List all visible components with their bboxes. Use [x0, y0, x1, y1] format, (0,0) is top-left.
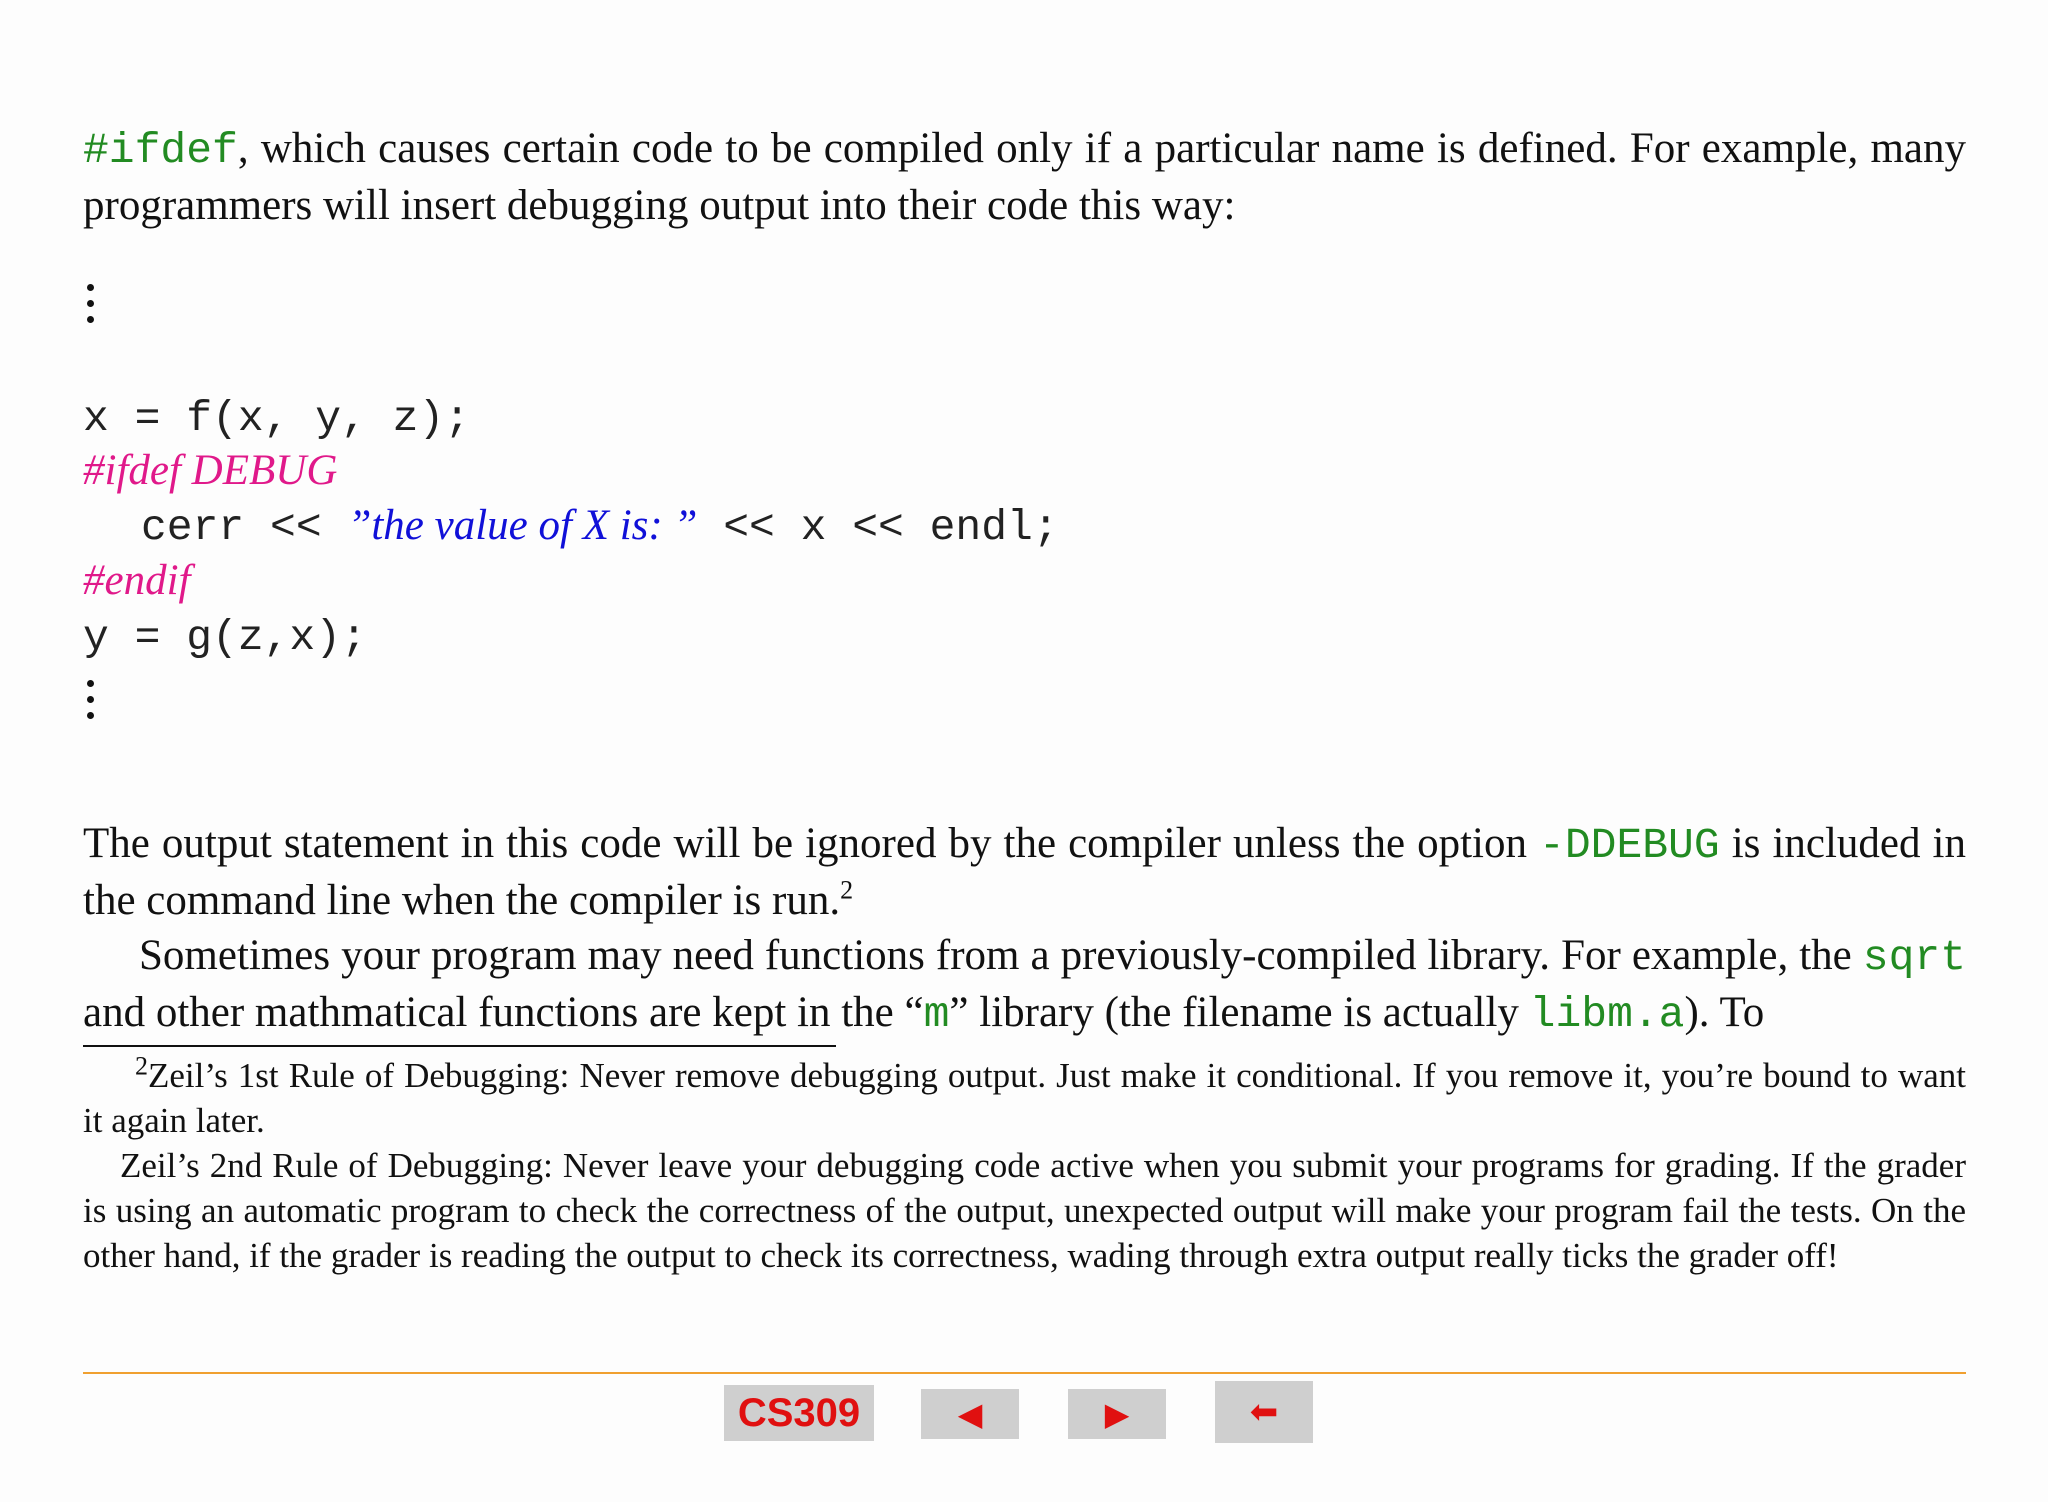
vertical-ellipsis-bottom [87, 680, 97, 728]
code-line-ifdef-debug: #ifdef DEBUG [83, 447, 338, 494]
code-line-5: y = g(z,x); [83, 613, 367, 662]
footnote-divider [83, 1045, 836, 1047]
footer-divider [83, 1372, 1966, 1374]
footnote-reference[interactable]: 2 [840, 875, 854, 905]
previous-page-button[interactable] [921, 1389, 1019, 1439]
next-page-button[interactable] [1068, 1389, 1166, 1439]
triangle-left-icon: ◀ [957, 1396, 983, 1432]
code-m: m [923, 990, 950, 1039]
footnote-mark: 2 [135, 1051, 148, 1081]
code-cerr-suffix: << x << endl; [697, 503, 1059, 552]
paragraph-intro-text: , which causes certain code to be compiled only if a particular name is defined. For example, many programmers will insert debugging output into their code this way: [83, 125, 1966, 229]
paragraph-intro [83, 121, 1966, 233]
paragraph-library-text-3: ” library (the filename is actually [949, 989, 1530, 1036]
code-line-endif: #endif [83, 557, 191, 604]
paragraph-library-text-2: and other mathmatical functions are kept in the “ [83, 989, 924, 1036]
course-label: CS309 [737, 1390, 861, 1435]
vertical-ellipsis-top [87, 284, 97, 332]
paragraph-output [83, 816, 1966, 1042]
paragraph-library-text-1: Sometimes your program may need functions from a previously-compiled library. For example, the [139, 932, 1863, 979]
back-arrow-icon: ⬅ [1249, 1393, 1279, 1431]
paragraph-library-text-4: ). To [1684, 989, 1765, 1036]
paragraph-output-text-1: The output statement in this code will be ignored by the compiler unless the option [83, 820, 1540, 867]
footnote-rule-1: Zeil’s 1st Rule of Debugging: Never remove debugging output. Just make it conditional. If you remove it, you’re bound to want it again later. [83, 1056, 1966, 1140]
footnote-rule-2: Zeil’s 2nd Rule of Debugging: Never leave your debugging code active when you submit your programs for grading. If the grader is using an automatic program to check the correctness of the output, unexpected output will make your program fail the tests. On the other hand, if the grader is reading the output to check its correctness, wading through extra output really ticks the grader off! [83, 1146, 1966, 1275]
code-ddebug-option: -DDEBUG [1539, 821, 1720, 870]
code-line-cerr [141, 498, 1059, 555]
back-button[interactable] [1215, 1381, 1313, 1443]
code-string-literal: ”the value of X is: ” [347, 502, 698, 549]
code-ifdef: #ifdef [83, 126, 238, 175]
course-home-button[interactable] [724, 1385, 874, 1441]
footnote [83, 1053, 1966, 1278]
code-sqrt: sqrt [1862, 933, 1966, 982]
code-line-1: x = f(x, y, z); [83, 394, 471, 443]
triangle-right-icon: ▶ [1104, 1396, 1130, 1432]
paragraph-output-text-2: is included in the command line when the compiler is run. [83, 820, 1966, 924]
code-libm: libm.a [1529, 990, 1685, 1039]
paragraph-library [83, 928, 1966, 1042]
code-cerr-prefix: cerr << [141, 503, 348, 552]
